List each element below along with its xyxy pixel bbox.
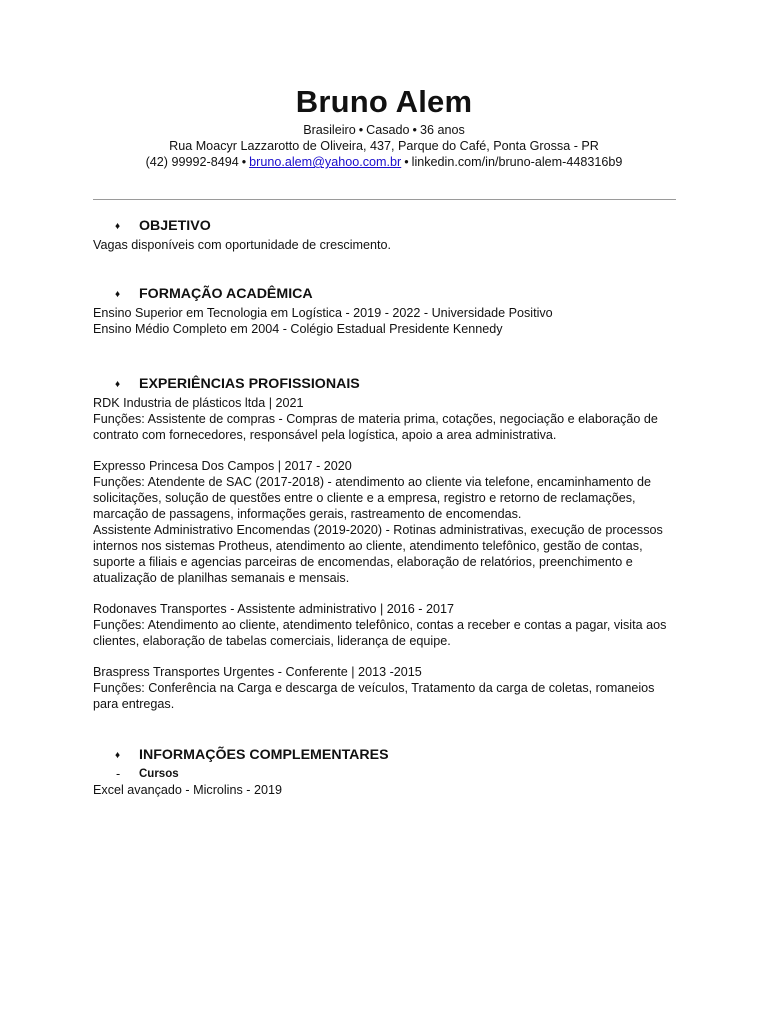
nationality: Brasileiro	[303, 123, 356, 137]
section-title: EXPERIÊNCIAS PROFISSIONAIS	[139, 376, 360, 392]
course-item: Excel avançado - Microlins - 2019	[93, 783, 282, 797]
education-item: Ensino Médio Completo em 2004 - Colégio Estadual Presidente Kennedy	[93, 322, 503, 336]
separator: •	[404, 155, 409, 169]
section-complementares	[0, 746, 768, 798]
diamond-bullet-icon: ♦	[115, 379, 121, 390]
separator: •	[358, 123, 364, 137]
address: Rua Moacyr Lazzarotto de Oliveira, 437, Parque do Café, Ponta Grossa - PR	[169, 139, 599, 153]
section-title: OBJETIVO	[139, 218, 211, 234]
diamond-bullet-icon: ♦	[115, 750, 121, 761]
diamond-bullet-icon: ♦	[115, 289, 121, 300]
candidate-name: Bruno Alem	[295, 84, 473, 119]
job-description: Assistente Administrativo Encomendas (2019-2020) - Rotinas administrativas, execução de processos internos nos sistemas Protheus, atendimento ao cliente, atendimento telefônico, gestão de contas, suporte a filiais e agencias parceiras de encomendas, elaboração de relatórios, preenchimento e atualização de planilhas semanais e mensais.	[93, 523, 663, 585]
job-title: Rodonaves Transportes - Assistente administrativo | 2016 - 2017	[93, 602, 454, 616]
section-experiencias	[0, 375, 768, 712]
objective-text: Vagas disponíveis com oportunidade de crescimento.	[93, 238, 391, 252]
linkedin: linkedin.com/in/bruno-alem-448316b9	[411, 155, 623, 169]
section-title: INFORMAÇÕES COMPLEMENTARES	[139, 747, 389, 763]
separator: •	[412, 123, 417, 137]
personal-info	[0, 122, 768, 138]
job-title: Expresso Princesa Dos Campos | 2017 - 2020	[93, 459, 352, 473]
header-divider	[93, 199, 676, 200]
section-title: FORMAÇÃO ACADÊMICA	[139, 286, 313, 302]
section-objetivo	[0, 217, 768, 253]
separator: •	[241, 155, 247, 169]
education-item: Ensino Superior em Tecnologia em Logística - 2019 - 2022 - Universidade Positivo	[93, 306, 553, 320]
email-link[interactable]: bruno.alem@yahoo.com.br	[249, 155, 402, 169]
job-title: RDK Industria de plásticos ltda | 2021	[93, 396, 304, 410]
job-description: Funções: Atendente de SAC (2017-2018) - atendimento ao cliente via telefone, encaminhamento de solicitações, solução de questões entre o cliente e a empresa, registro e retorno de reclamações, marcação de passagens, informações gerais, rastreamento de encomendas.	[93, 475, 651, 521]
diamond-bullet-icon: ♦	[115, 221, 121, 232]
job-title: Braspress Transportes Urgentes - Conferente | 2013 -2015	[93, 665, 422, 679]
dash-bullet: -	[116, 767, 121, 781]
job-description: Funções: Assistente de compras - Compras de materia prima, cotações, negociação e elaboração de contrato com fornecedores, responsável pela logística, apoio a area administrativa.	[93, 412, 658, 442]
job-description: Funções: Atendimento ao cliente, atendimento telefônico, contas a receber e contas a pagar, visita aos clientes, elaboração de tabelas comerciais, liderança de equipe.	[93, 618, 667, 648]
job-description: Funções: Conferência na Carga e descarga de veículos, Tratamento da carga de coletas, romaneios para entregas.	[93, 681, 655, 711]
section-formacao	[0, 285, 768, 337]
marital-status: Casado	[366, 123, 410, 137]
subsection-title: Cursos	[139, 768, 179, 780]
phone: (42) 99992-8494	[145, 155, 239, 169]
age: 36 anos	[419, 123, 465, 137]
contact-info	[0, 154, 768, 170]
